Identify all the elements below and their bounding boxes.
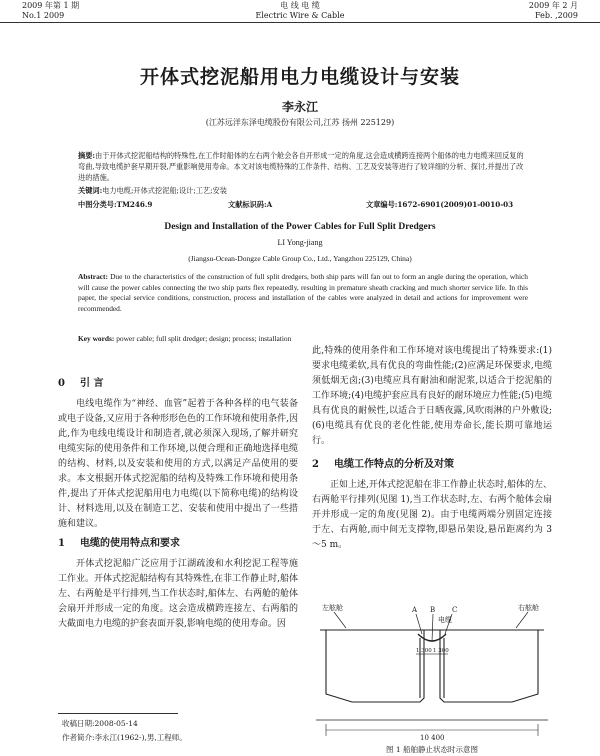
- paper-author-en: LI Yong-jiang: [277, 238, 323, 247]
- ship-diagram: [312, 602, 552, 742]
- label-dim-total: 10 400: [420, 734, 445, 742]
- label-right-ship: 右舷舱: [518, 604, 539, 612]
- abstract-cn: [78, 150, 528, 183]
- point-b-leader: [432, 614, 433, 642]
- section-1-paragraph-1: 开体式挖泥船广泛应用于江湖疏浚和水利挖泥工程等施工作业。开体式挖泥船结构有其特殊性,在非工作静止时,船体左、右两舱是平行排列,当工作状态时,船体左、右两舱的舱体会扇开并形成一定的角度。这会造成横跨连接左、右两船的大截面电力电缆的护套表面开裂,影响电缆的使用寿命。因: [58, 559, 298, 629]
- header-issue-cn: 2009 年第 1 期: [22, 1, 80, 10]
- keywords-cn-text: 电力电缆;开体式挖泥船;设计;工艺;安装: [102, 186, 227, 195]
- keywords-cn-label: 关键词:: [78, 186, 103, 195]
- figure-1: [312, 602, 552, 752]
- label-point-c: C: [452, 606, 458, 614]
- header-date: [529, 1, 578, 21]
- doc-code: 文献标识码:A: [228, 200, 273, 209]
- section-1-number: 1: [58, 538, 65, 549]
- article-number: 文章编号:1672-6901(2009)01-0010-03: [366, 200, 514, 209]
- abstract-cn-text: 由于开体式挖泥船结构的特殊性,在工作时船体的左右两个舱会各自开形成一定的角度,这会造成横跨连接两个船体的电力电缆来回反复的弯曲,导致电缆护套早期开裂,严重影响使用寿命。本文对该电缆特殊的工作条件、结构、工艺及安装等进行了较详细的分析、探讨,并提出了改进的措施。: [78, 151, 524, 182]
- footnote-received: 收稿日期:2008-05-14: [62, 719, 138, 728]
- keywords-en-label: Key words:: [78, 334, 115, 343]
- left-hull: [326, 630, 424, 702]
- body-column-right: [312, 344, 552, 553]
- section-2-title: 电缆工作特点的分析及对策: [334, 459, 454, 470]
- header-journal: [0, 1, 600, 21]
- paper-author: 李永江: [281, 100, 318, 114]
- header-date-cn: 2009 年 2 月: [528, 1, 578, 10]
- left-ship-leader: [334, 612, 346, 628]
- keywords-en: [78, 334, 528, 343]
- header-date-en: Feb. ,2009: [535, 11, 578, 20]
- section-1-paragraph-2: 此,特殊的使用条件和工作环境对该电缆提出了特殊要求:(1)要求电缆柔软,具有优良的弯曲性能;(2)应满足环保要求,电缆须低烟无卤;(3)电缆应具有耐油和耐泥浆,以适合于挖泥船的工作环境;(4)电缆护套应具有良好的耐环境应力性能;(5)电缆具有优良的耐候性,以适合于日晒夜露,风吹雨淋的户外敷设;(6)电缆具有优良的老化性能,使用寿命长,能长期可靠地运行。: [312, 346, 552, 446]
- paper-title: 开体式挖泥船用电力电缆设计与安装: [139, 66, 460, 88]
- section-1-title: 电缆的使用特点和要求: [80, 538, 180, 549]
- abstract-en-label: Abstract:: [78, 272, 108, 281]
- section-1-heading: [58, 536, 298, 551]
- abstract-cn-label: 摘要:: [78, 151, 96, 160]
- section-2-number: 2: [312, 459, 319, 470]
- section-0-paragraph: 电线电缆作为“神经、血管”起着于各种各样的电气装备或电子设备,又应用于各种形形色色的工作环境和使用条件,因此,作为电线电缆设计和制造者,就必须深入现场,了解并研究电缆实际的使用条件和工作环境,以便合理和正确地选择电缆的结构、材料,以及安装和使用的方式,以满足产品使用的要求。本文根据开体式挖泥船的结构及特殊工作环境和使用条件,提出了开体式挖泥船用电力电缆(以下简称电缆)的结构设计、材料选用,以及在制造工艺、安装和使用中提出了一些措施和建议。: [58, 399, 298, 529]
- footnote-rule: [58, 713, 178, 714]
- clc-number: 中图分类号:TM246.9: [78, 200, 153, 209]
- figure-1-caption: 图 1 船舶静止状态时示意图: [385, 745, 479, 754]
- header-issue-en: No.1 2009: [22, 11, 65, 20]
- section-0-number: 0: [58, 378, 65, 389]
- keywords-cn: [78, 186, 528, 196]
- body-column-left: [58, 372, 298, 632]
- section-2-heading: [312, 457, 552, 472]
- footnote-author-info: 作者简介:李永江(1962-),男,工程师。: [62, 733, 187, 742]
- right-ship-leader: [516, 612, 528, 628]
- section-0-title: 引 言: [80, 378, 104, 389]
- paper-title-en: Design and Installation of the Power Cables for Full Split Dredgers: [164, 222, 436, 232]
- point-a-leader: [416, 614, 422, 634]
- label-point-a: A: [412, 606, 418, 614]
- right-hull: [440, 630, 538, 702]
- paper-affiliation-en: (Jiangsu-Ocean-Dongze Cable Group Co., Ltd., Yangzhou 225129, China): [188, 254, 412, 263]
- abstract-en: [78, 272, 528, 314]
- label-point-b: B: [430, 606, 436, 614]
- label-left-ship: 左舷舱: [322, 604, 343, 612]
- abstract-en-text: Due to the characteristics of the construction of full split dredgers, both ship parts will fan out to form an angle during the operation, which will cause the power cables connecting the two ship parts flex repeatedly, resulting in premature sheath cracking and much shorter service life. In this paper, the special service conditions, construction, process and installation of the cables were analyzed in detail and actions for improvement were recommended.: [78, 272, 528, 313]
- label-dim-small-2: 1 300: [433, 648, 449, 654]
- header-journal-en: Electric Wire & Cable: [255, 11, 345, 20]
- paper-affiliation: (江苏远洋东泽电缆股份有限公司,江苏 扬州 225129): [205, 118, 395, 127]
- header-journal-cn: 电 线 电 缆: [280, 1, 320, 10]
- keywords-en-text: power cable; full split dredger; design; process; installation: [114, 334, 292, 343]
- section-2-paragraph-1: 正如上述,开体式挖泥船在非工作静止状态时,船体的左、右两舱平行排列(见图 1),当工作状态时,左、右两个舱体会扇开并形成一定的角度(见图 2)。由于电缆两端分别固定连接于左、右两舱,而中间无支撑物,即悬吊架设,悬吊距离约为 3～5 m。: [312, 480, 552, 550]
- section-0-heading: [58, 376, 298, 391]
- label-cable: 电缆: [438, 616, 452, 624]
- running-header: [0, 0, 600, 23]
- label-dim-small-1: 1 300: [416, 648, 432, 654]
